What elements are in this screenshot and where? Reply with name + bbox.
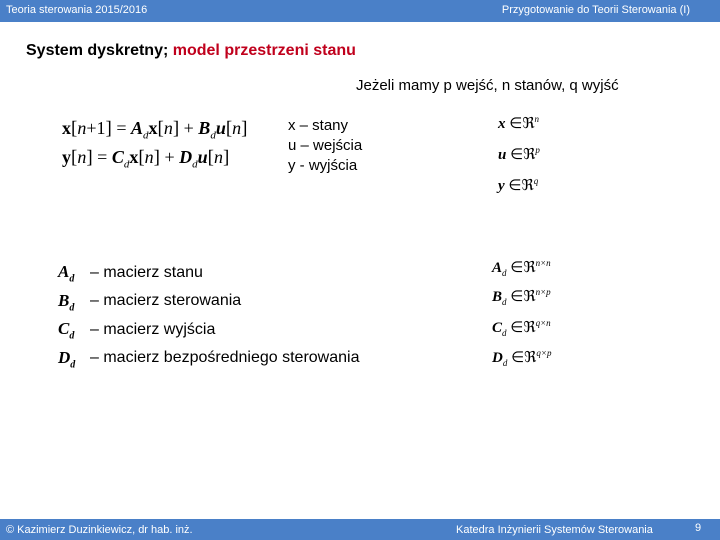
matrix-c-symbol: $C_d$ (58, 319, 75, 342)
matrix-b-description: – macierz sterowania (90, 292, 242, 309)
output-equation: $y[n] = C_dx[n] + D_du[n]$ (62, 147, 230, 171)
page-number: 9 (695, 522, 702, 534)
x-set: x ∈ℜ$^n$ (498, 114, 540, 132)
title-main: System dyskretny; (26, 42, 169, 59)
footer-author: © Kazimierz Duzinkiewicz, dr hab. inż. (6, 524, 193, 536)
matrix-a-symbol: $A_d$ (58, 262, 75, 285)
header-course: Teoria sterowania 2015/2016 (6, 4, 148, 16)
matrix-b-set: $B_d$ ∈ℜ$^{n\times p}$ (492, 287, 551, 307)
footer-department: Katedra Inżynierii Systemów Sterowania (456, 524, 653, 536)
matrix-a-set: $A_d$ ∈ℜ$^{n\times n}$ (492, 258, 551, 278)
legend-inputs: u – wejścia (288, 137, 363, 154)
title-accent: model przestrzeni stanu (172, 42, 356, 59)
header-topic: Przygotowanie do Teorii Sterowania (I) (501, 4, 690, 16)
matrix-c-description: – macierz wyjścia (90, 321, 216, 338)
matrix-d-symbol: $D_d$ (58, 348, 76, 371)
variable-legend (288, 116, 362, 176)
footer-bar (0, 519, 720, 540)
matrix-c-set: $C_d$ ∈ℜ$^{q\times n}$ (492, 318, 551, 338)
legend-states: x – stany (288, 117, 349, 134)
matrix-d-set: $D_d$ ∈ℜ$^{q\times p}$ (492, 348, 552, 368)
legend-outputs: y - wyjścia (288, 157, 358, 174)
slide-title (26, 42, 356, 60)
state-equation: $x[n+1] = A_dx[n] + B_du[n]$ (62, 118, 248, 142)
y-set: y ∈ℜ$^q$ (498, 176, 539, 194)
matrix-b-symbol: $B_d$ (58, 291, 75, 314)
dimensions-statement: Jeżeli mamy p wejść, n stanów, q wyjść (356, 77, 619, 94)
matrix-a-description: – macierz stanu (90, 264, 203, 281)
u-set: u ∈ℜ$^p$ (498, 145, 540, 163)
header-bar (0, 0, 720, 22)
matrix-d-description: – macierz bezpośredniego sterowania (90, 349, 360, 366)
